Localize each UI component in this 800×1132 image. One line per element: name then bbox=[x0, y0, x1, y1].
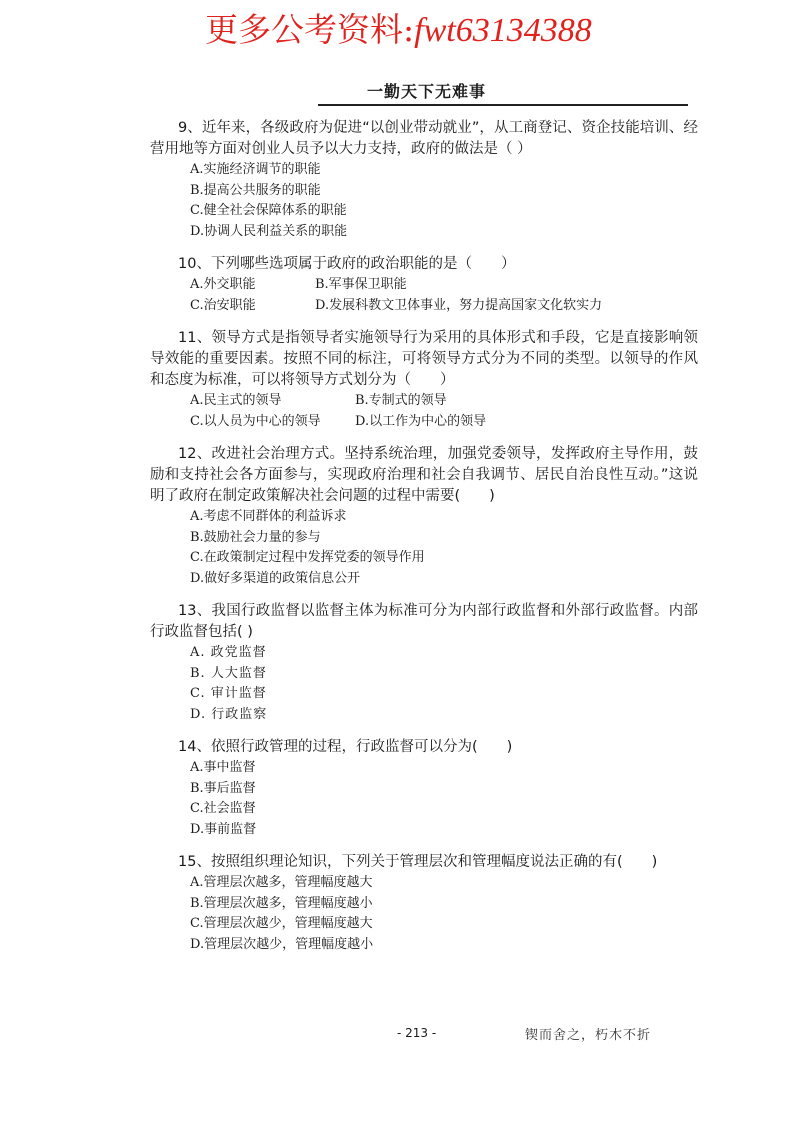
option-d: D.以工作为中心的领导 bbox=[355, 413, 487, 429]
question-stem: 14、依照行政管理的过程，行政监督可以分为( ) bbox=[178, 739, 513, 755]
question-10 bbox=[150, 254, 698, 316]
option-b: B.专制式的领导 bbox=[355, 393, 447, 408]
option-a: A.管理层次越多，管理幅度越大 bbox=[190, 875, 373, 890]
question-14 bbox=[150, 737, 698, 840]
option-a: A.民主式的领导 bbox=[190, 393, 282, 408]
option-c: C.健全社会保障体系的职能 bbox=[190, 203, 347, 218]
option-c: C.管理层次越少，管理幅度越大 bbox=[190, 916, 373, 931]
option-d: D.发展科教文卫体事业，努力提高国家文化软实力 bbox=[315, 297, 603, 313]
option-c: C.在政策制定过程中发挥党委的领导作用 bbox=[190, 550, 425, 565]
header-rule bbox=[318, 104, 688, 106]
question-stem: 13、我国行政监督以监督主体为标准可分为内部行政监督和外部行政监督。内部行政监督包括( ) bbox=[150, 603, 698, 640]
option-c: C.治安职能 bbox=[190, 297, 256, 313]
question-11 bbox=[150, 328, 698, 432]
option-b: B.事后监督 bbox=[190, 780, 256, 796]
option-d: D. 行政监察 bbox=[190, 706, 268, 722]
option-d: D.做好多渠道的政策信息公开 bbox=[190, 570, 361, 586]
page-header-title: 一勤天下无难事 bbox=[367, 82, 487, 101]
option-a: A.事中监督 bbox=[190, 760, 256, 775]
question-13 bbox=[150, 601, 698, 725]
watermark-cn: 更多公考资料: bbox=[205, 10, 415, 49]
question-12 bbox=[150, 444, 698, 589]
option-d: D.管理层次越少，管理幅度越小 bbox=[190, 936, 374, 952]
watermark-text bbox=[205, 4, 592, 51]
option-a: A.考虑不同群体的利益诉求 bbox=[190, 509, 347, 524]
question-stem: 10、下列哪些选项属于政府的政治职能的是（ ） bbox=[178, 256, 516, 272]
option-b: B.提高公共服务的职能 bbox=[190, 182, 321, 198]
question-9 bbox=[150, 118, 698, 242]
page-number: - 213 - bbox=[397, 1026, 437, 1040]
option-c: C.以人员为中心的领导 bbox=[190, 413, 321, 429]
option-b: B. 人大监督 bbox=[190, 665, 267, 681]
footer-motto: 锲而舍之，朽木不折 bbox=[525, 1028, 652, 1043]
option-d: D.事前监督 bbox=[190, 821, 257, 837]
question-stem: 9、近年来，各级政府为促进“以创业带动就业”，从工商登记、资企技能培训、经营用地等方面对创业人员予以大力支持，政府的做法是（ ） bbox=[150, 120, 698, 157]
option-d: D.协调人民利益关系的职能 bbox=[190, 223, 348, 239]
watermark-url: fwt63134388 bbox=[414, 12, 592, 49]
option-a: A.实施经济调节的职能 bbox=[190, 162, 321, 177]
question-stem: 15、按照组织理论知识，下列关于管理层次和管理幅度说法正确的有( ) bbox=[178, 854, 658, 870]
option-b: B.军事保卫职能 bbox=[315, 277, 407, 292]
question-list bbox=[150, 118, 698, 967]
option-c: C.社会监督 bbox=[190, 801, 256, 816]
option-a: A. 政党监督 bbox=[190, 645, 267, 660]
option-b: B.管理层次越多，管理幅度越小 bbox=[190, 895, 373, 911]
question-stem: 12、改进社会治理方式。坚持系统治理，加强党委领导，发挥政府主导作用，鼓励和支持社会各方面参与，实现政府治理和社会自我调节、居民自治良性互动。”这说明了政府在制定政策解决社会问题的过程中需要( ) bbox=[150, 446, 698, 504]
option-a: A.外交职能 bbox=[190, 277, 256, 292]
question-stem: 11、领导方式是指领导者实施领导行为采用的具体形式和手段，它是直接影响领导效能的重要因素。按照不同的标注，可将领导方式分为不同的类型。以领导的作风和态度为标准，可以将领导方式划分为（ ） bbox=[150, 330, 698, 388]
question-15 bbox=[150, 852, 698, 955]
option-c: C. 审计监督 bbox=[190, 686, 267, 701]
option-b: B.鼓励社会力量的参与 bbox=[190, 529, 321, 545]
